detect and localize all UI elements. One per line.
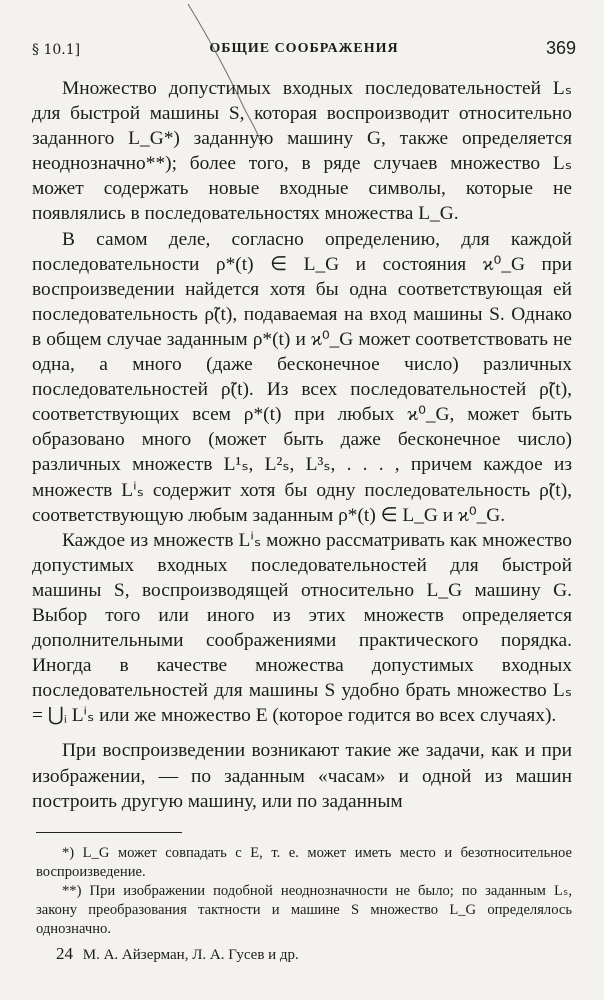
main-text (32, 76, 572, 814)
footnote-separator (36, 832, 182, 833)
paragraph: Каждое из множеств Lⁱₛ можно рассматривать как множество допустимых входных последовательностей для быстрой машины S, воспроизводящей относительно L_G машину G. Выбор того или иного из этих множеств определяется дополнительными соображениями практического порядка. Иногда в качестве множества допустимых входных последовательностей для машины S удобно брать множество Lₛ = ⋃ᵢ Lⁱₛ или же множество E (которое годится во всех случаях). (32, 529, 572, 727)
paragraph: Множество допустимых входных последовательностей Lₛ для быстрой машины S, которая воспроизводит относительно заданного L_G*) заданную машину G, также определяется неоднозначно**); более того, в ряде случаев множество Lₛ может содержать новые входные символы, которые не появлялись в последовательностях множества L_G. (32, 78, 572, 225)
footnote: *) L_G может совпадать с E, т. е. может иметь место и безотносительное воспроизведение. (36, 845, 572, 880)
running-title: ОБЩИЕ СООБРАЖЕНИЯ (209, 41, 399, 56)
paragraph: В самом деле, согласно определению, для каждой последовательности ρ*(t) ∈ L_G и состояния ϰ⁰_G при воспроизведении найдется хотя бы одна соответствующая ей последовательность ρ̃(t), подаваемая на вход машины S. Однако в общем случае заданным ρ*(t) и ϰ⁰_G может соответствовать не одна, а много (даже бесконечное число) различных последовательностей ρ̃(t). Из всех последовательностей ρ̃(t), соответствующих всем ρ*(t) при любых ϰ⁰_G, может быть образовано много (может быть даже бесконечное число) различных множеств L¹ₛ, L²ₛ, L³ₛ, . . . , причем каждое из множеств Lⁱₛ содержит хотя бы одну последовательность ρ̃(t), соответствующую любым заданным ρ*(t) ∈ L_G и ϰ⁰_G. (32, 228, 572, 526)
page-header (32, 38, 576, 64)
footnotes (36, 844, 572, 939)
footnote: **) При изображении подобной неоднозначности не было; по заданным Lₛ, закону преобразования тактности и машине S множество L_G определялось однозначно. (36, 883, 572, 937)
signature-mark: 24 (56, 944, 73, 963)
page-footer (56, 944, 299, 964)
section-reference: § 10.1] (32, 42, 81, 58)
paragraph: При воспроизведении возникают такие же задачи, как и при изображении, — по заданным «часам» и одной из машин построить другую машину, или по заданным (32, 740, 572, 812)
page-number: 369 (545, 38, 576, 58)
author-line: М. А. Айзерман, Л. А. Гусев и др. (82, 947, 299, 963)
